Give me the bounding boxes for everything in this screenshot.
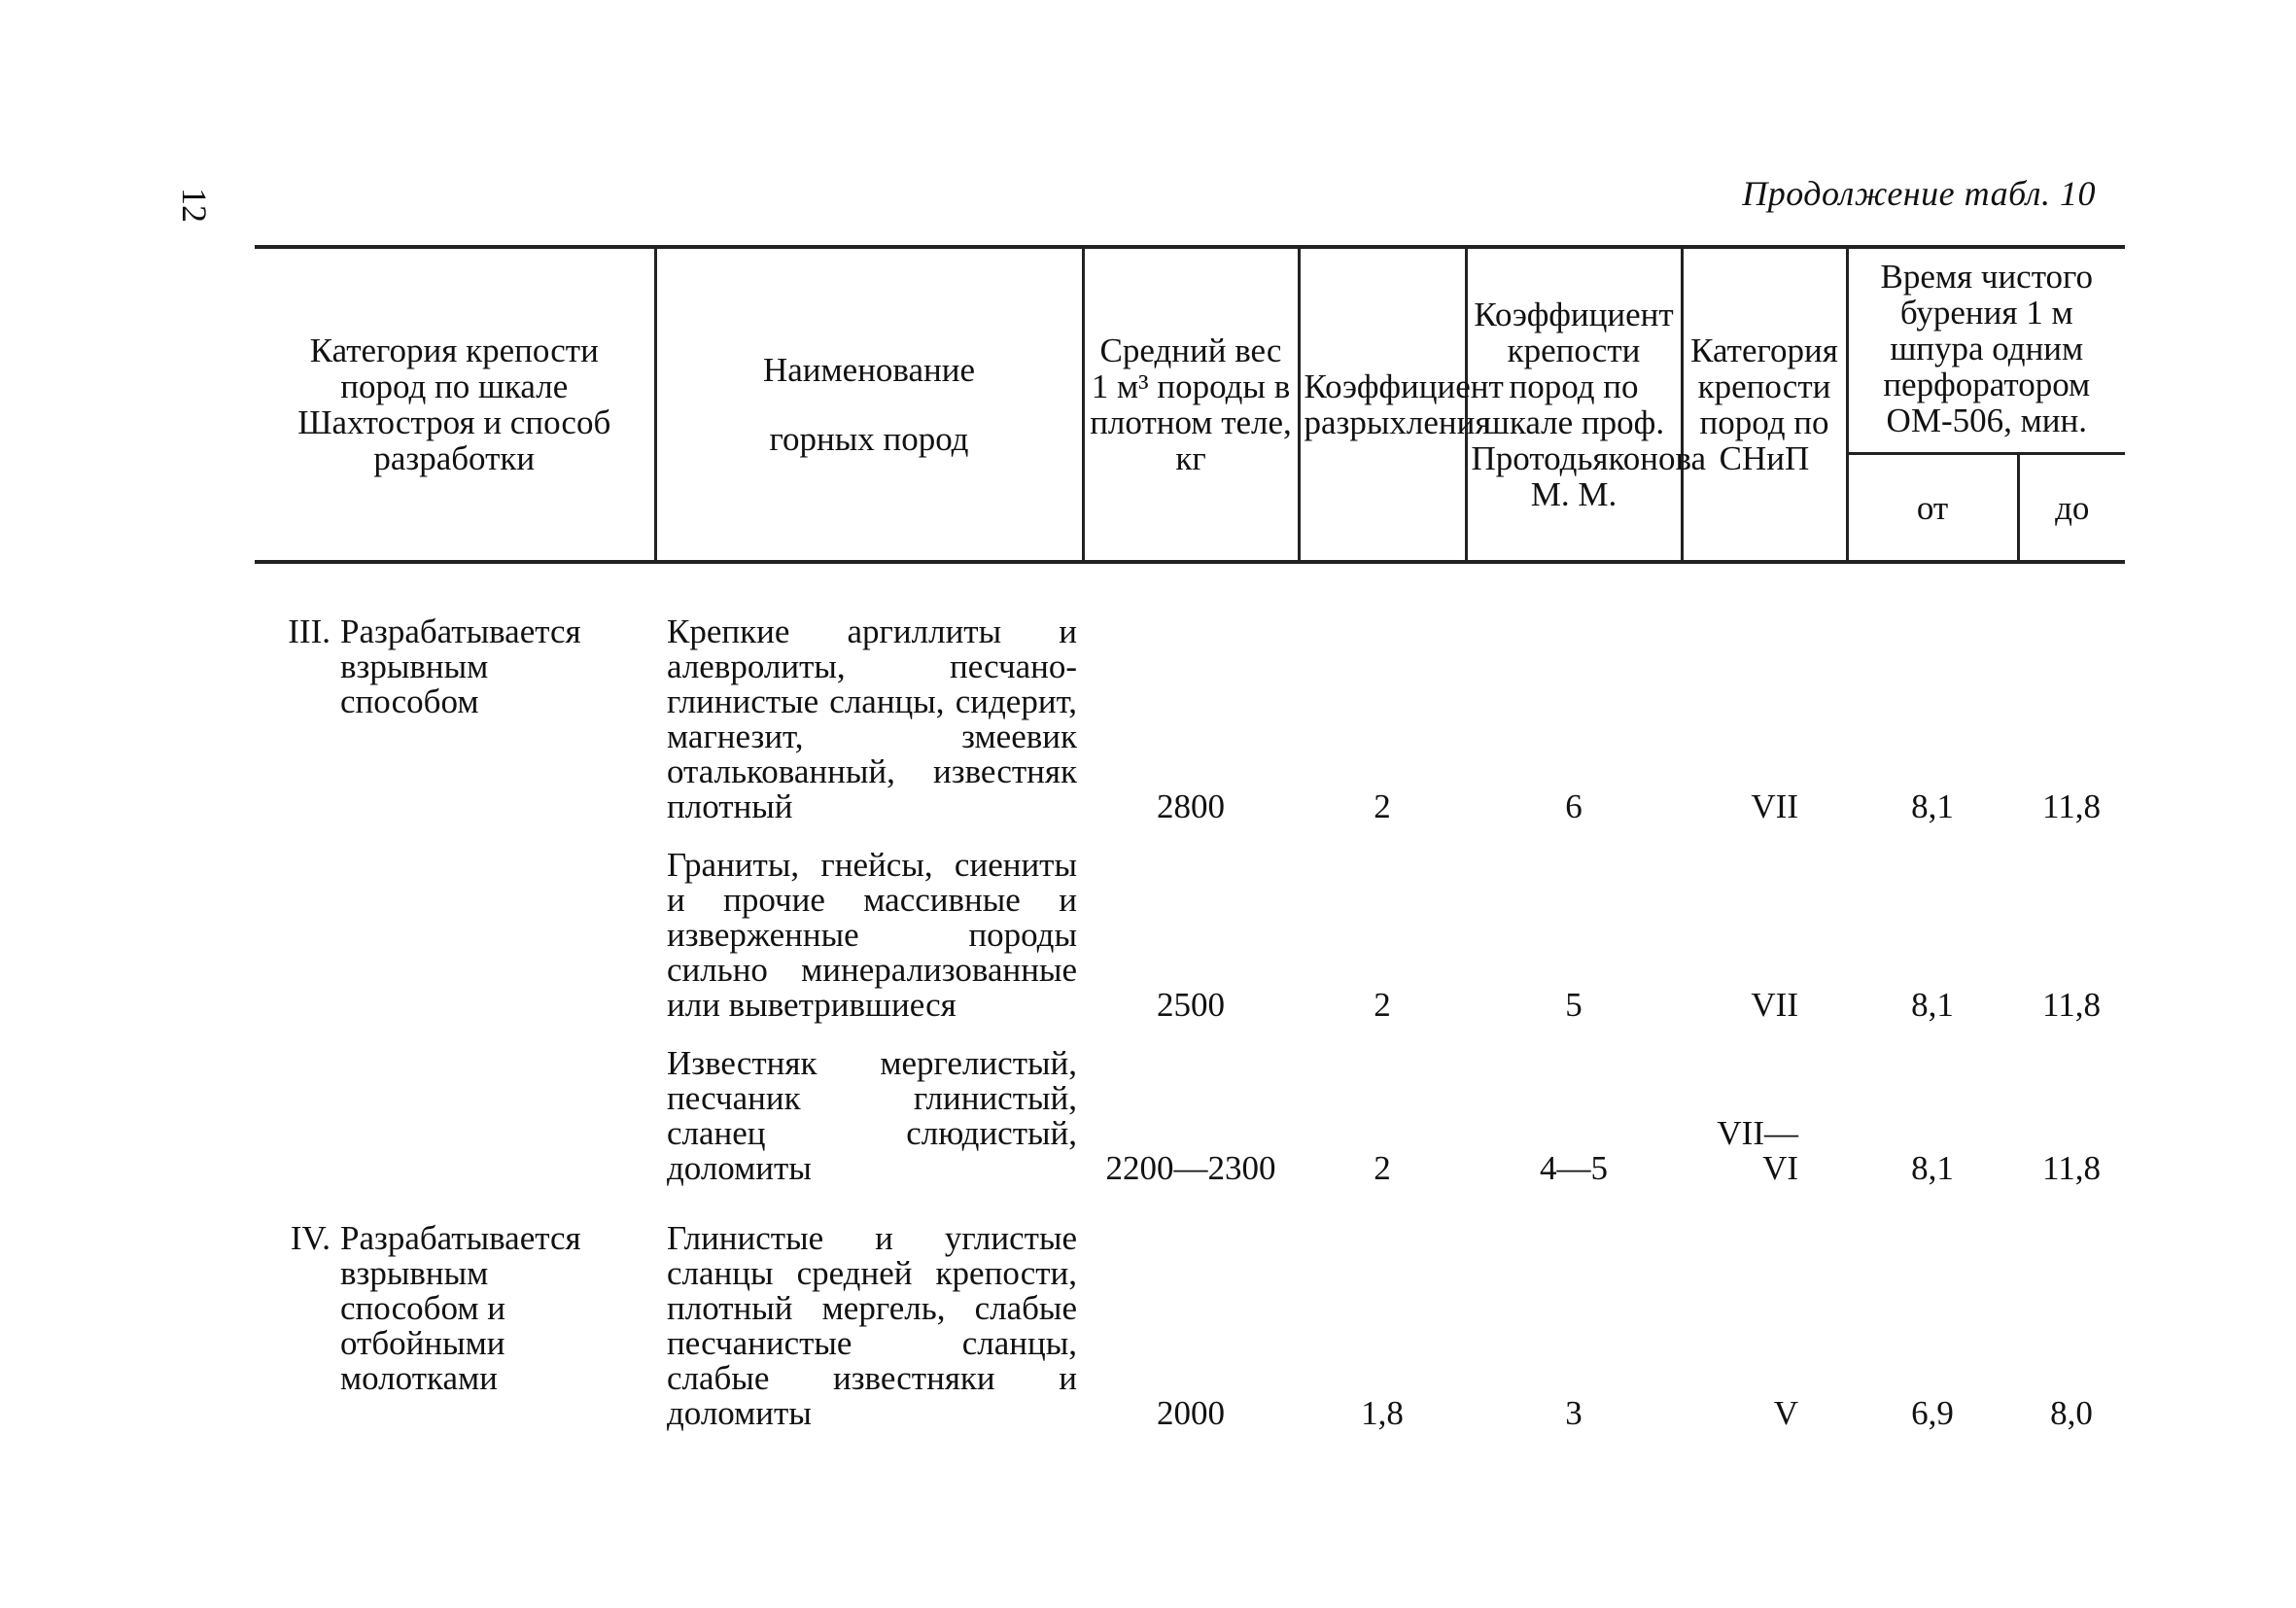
header-protodyakonov: Коэффициент крепости пород по шкале проф. Протодьяконова М. М. <box>1466 247 1682 562</box>
loosening-cell: 1,8 <box>1361 1394 1404 1432</box>
category-cell <box>255 562 655 824</box>
table-continuation-caption: Продолжение табл. 10 <box>1742 174 2096 213</box>
header-time-to: до <box>2018 454 2125 563</box>
protodyakonov-cell: 4—5 <box>1540 1149 1608 1187</box>
header-rock-name <box>655 247 1083 562</box>
category-cell <box>255 824 655 1023</box>
table-row <box>255 562 2125 824</box>
loosening-cell: 2 <box>1374 787 1391 825</box>
loosening-cell: 2 <box>1374 1149 1391 1187</box>
weight-cell: 2000 <box>1157 1394 1225 1432</box>
category-cell <box>255 1023 655 1186</box>
header-category: Категория крепости пород по шкале Шахтостроя и способ разработки <box>255 247 655 562</box>
category-text: Разрабатывается взрывным способом <box>340 612 581 720</box>
snip-category-cell: V <box>1773 1394 1798 1432</box>
time-to-cell: 11,8 <box>2042 986 2101 1024</box>
category-text: Разрабатывается взрывным способом и отбойными молотками <box>340 1219 581 1397</box>
header-loosening: Коэффициент разрыхления <box>1299 247 1466 562</box>
protodyakonov-cell: 6 <box>1565 787 1583 825</box>
snip-category-cell: VII <box>1751 986 1798 1024</box>
table-row <box>255 1186 2125 1431</box>
time-from-cell: 6,9 <box>1911 1394 1954 1432</box>
header-rock-name-line2: горных пород <box>769 420 969 458</box>
table-row <box>255 824 2125 1023</box>
category-cell <box>255 1186 655 1431</box>
rock-name-cell: Крепкие аргиллиты и алевролиты, песчано-глинистые сланцы, сидерит, магнезит, змеевик оталькованный, известняк плотный <box>667 612 1077 825</box>
weight-cell: 2200—2300 <box>1105 1149 1276 1187</box>
weight-cell: 2500 <box>1157 986 1225 1024</box>
header-drilling-time: Время чистого бурения 1 м шпура одним перфоратором ОМ-506, мин. <box>1847 247 2125 454</box>
time-to-cell: 11,8 <box>2042 1149 2101 1187</box>
weight-cell: 2800 <box>1157 787 1225 825</box>
page-number: 12 <box>175 188 214 223</box>
time-to-cell: 11,8 <box>2042 787 2101 825</box>
protodyakonov-cell: 5 <box>1565 986 1583 1024</box>
time-from-cell: 8,1 <box>1911 986 1954 1024</box>
time-to-cell: 8,0 <box>2050 1394 2093 1432</box>
header-rock-name-line1: Наименование <box>762 351 976 389</box>
rock-strength-table <box>255 245 2125 1431</box>
rock-name-cell: Известняк мергелистый, песчаник глинистый, сланец слюдистый, доломиты <box>667 1044 1077 1187</box>
header-snip-category: Категория крепости пород по СНиП <box>1682 247 1847 562</box>
header-weight: Средний вес 1 м³ породы в плотном теле, кг <box>1083 247 1299 562</box>
rock-name-cell: Граниты, гнейсы, сиениты и прочие массивные и изверженные породы сильно минерализованные или выветрившиеся <box>667 846 1077 1024</box>
time-from-cell: 8,1 <box>1911 1149 1954 1187</box>
loosening-cell: 2 <box>1374 986 1391 1024</box>
time-from-cell: 8,1 <box>1911 787 1954 825</box>
category-number: III. <box>288 612 330 650</box>
snip-category-cell: VII—VI <box>1717 1114 1798 1187</box>
rock-name-cell: Глинистые и углистые сланцы средней крепости, плотный мергель, слабые песчанистые сланцы, слабые известняки и доломиты <box>667 1219 1077 1432</box>
category-number: IV. <box>290 1219 330 1257</box>
snip-category-cell: VII <box>1751 787 1798 825</box>
protodyakonov-cell: 3 <box>1565 1394 1583 1432</box>
header-time-from: от <box>1847 454 2018 563</box>
table-row <box>255 1023 2125 1186</box>
